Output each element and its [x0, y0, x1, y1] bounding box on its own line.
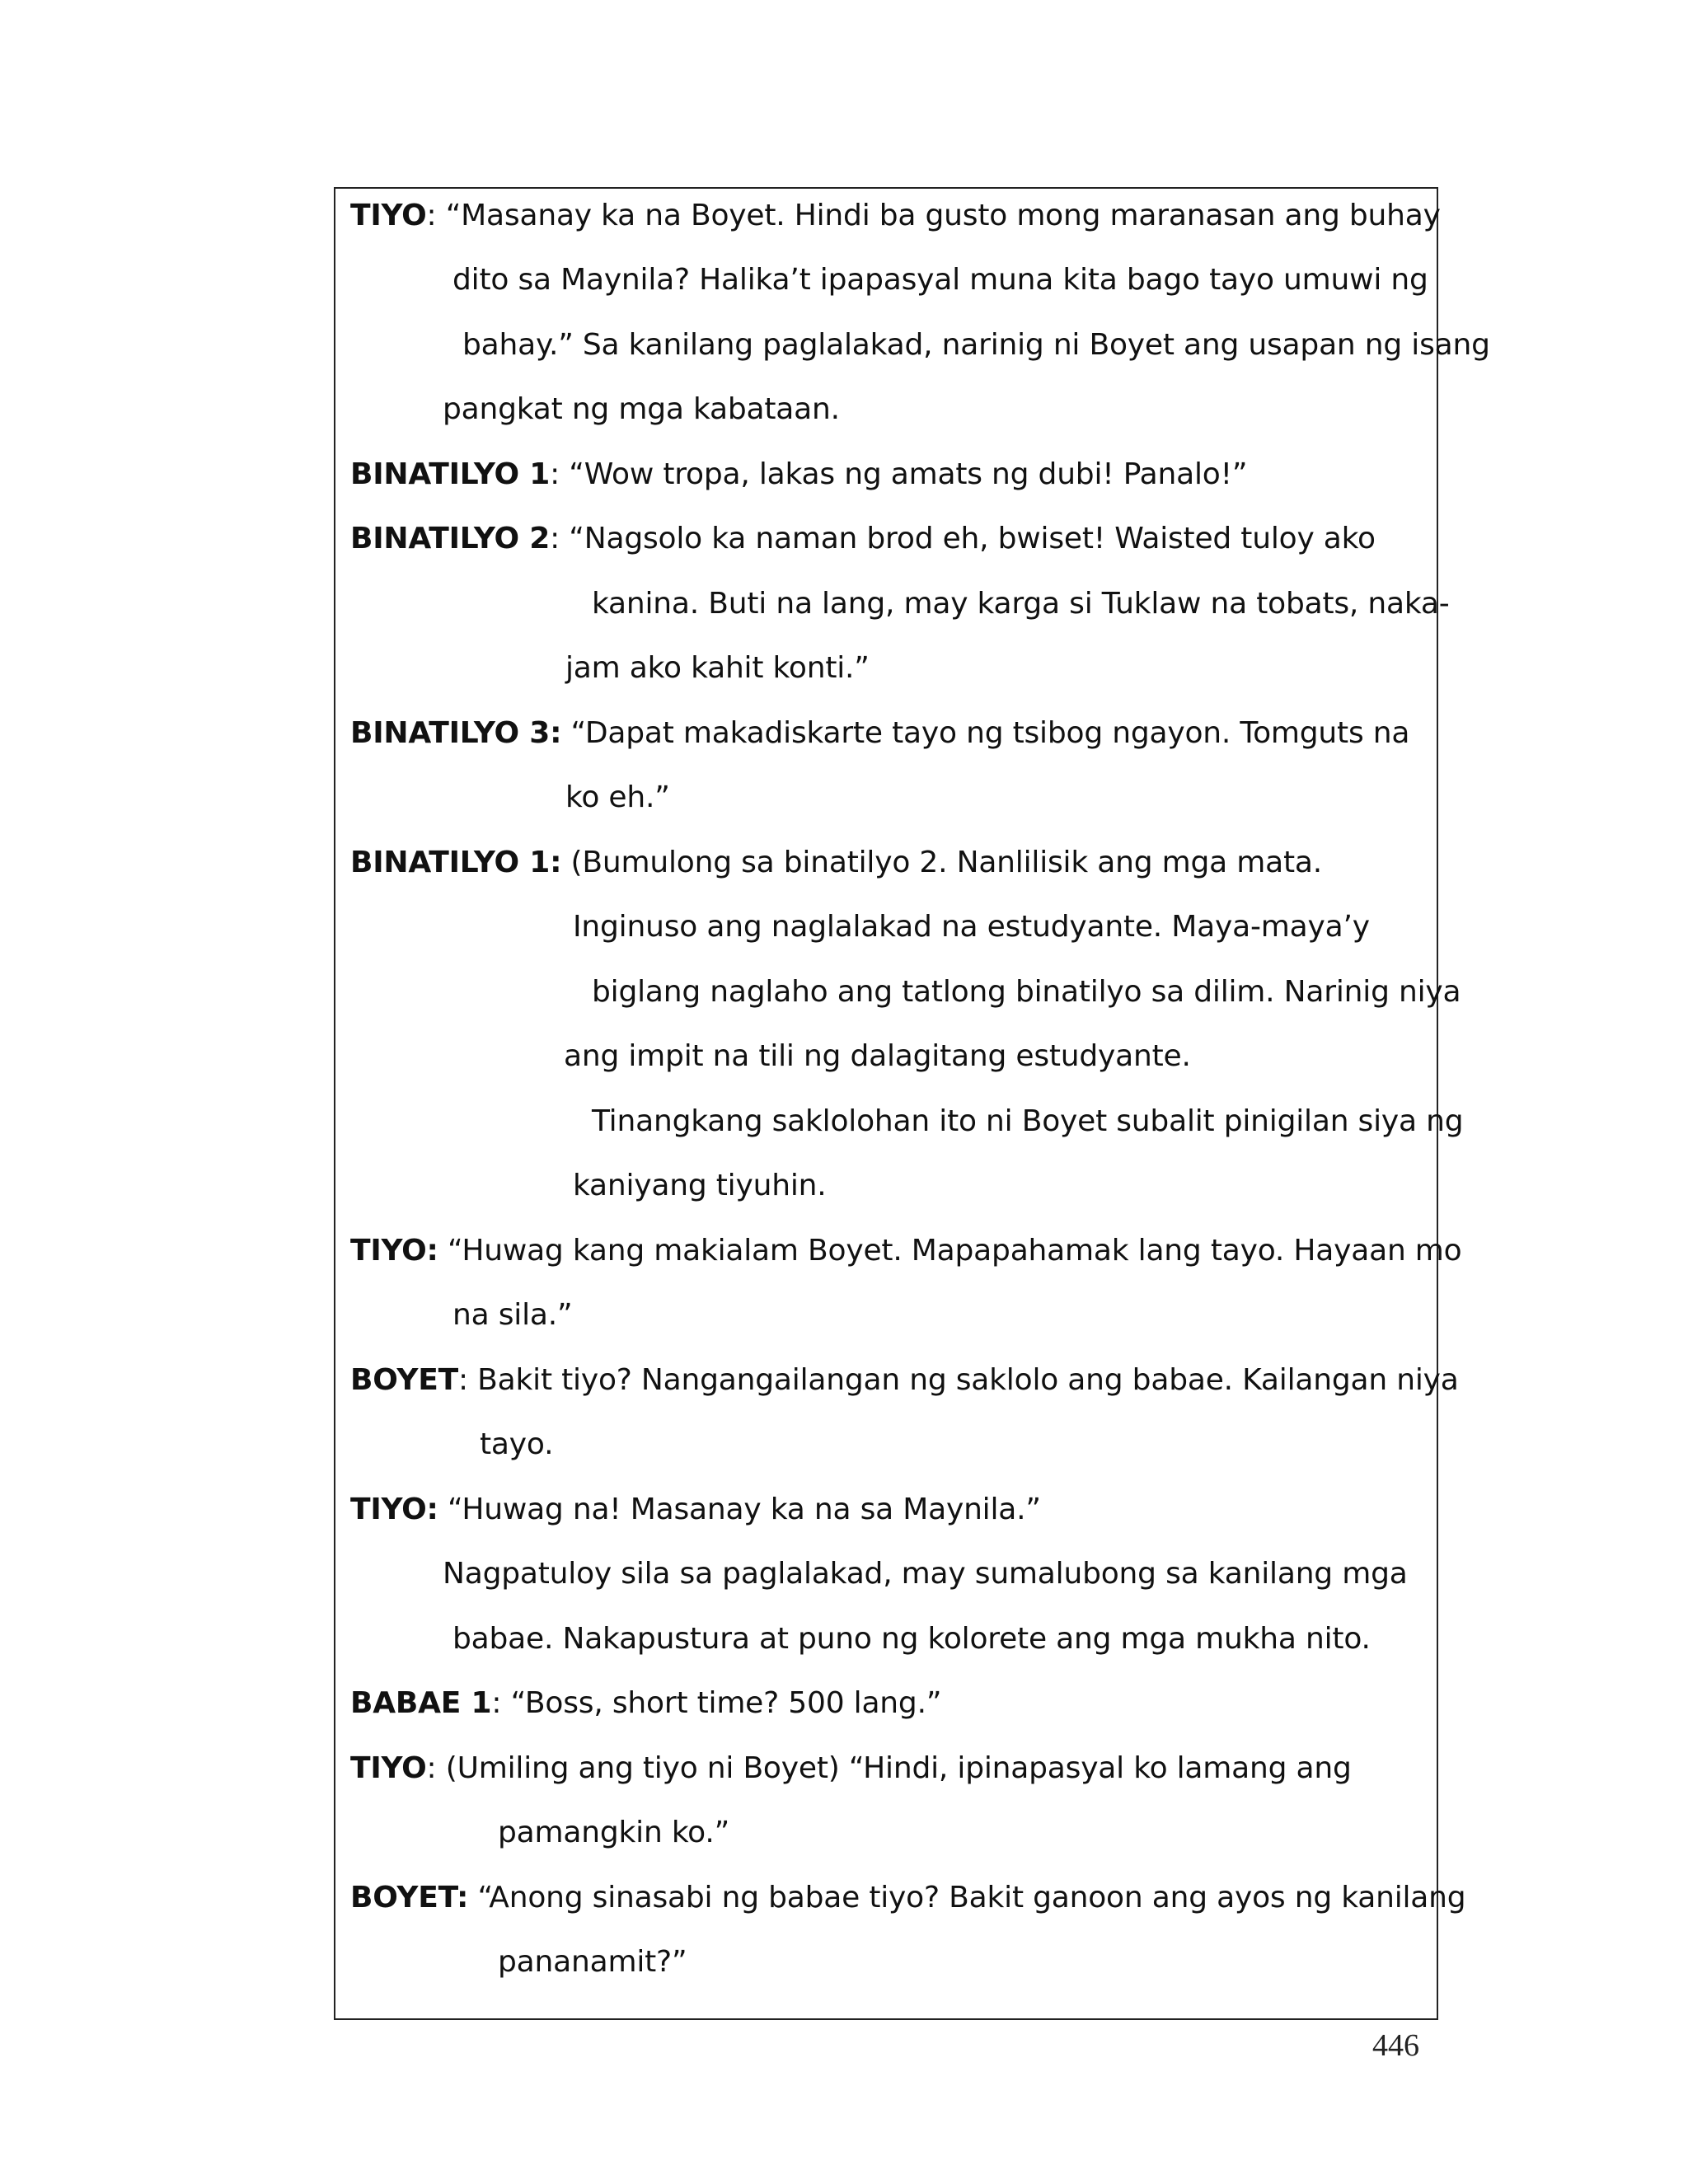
- dialogue-line: [452, 1621, 1371, 1657]
- dialogue-line: TIYO: (Umiling ang tiyo ni Boyet) “Hindi, ipinapasyal ko lamang ang: [350, 1751, 1352, 1785]
- dialogue-line: [592, 974, 1461, 1010]
- dialogue-text: dito sa Maynila? Halika’t ipapasyal muna kita bago tayo umuwi ng: [452, 263, 1428, 297]
- dialogue-text: Nagpatuloy sila sa paglalakad, may sumalubong sa kanilang mga: [443, 1557, 1408, 1591]
- dialogue-line: [350, 715, 1409, 752]
- dialogue-text: babae. Nakapustura at puno ng kolorete ang mga mukha nito.: [452, 1622, 1371, 1656]
- dialogue-line: [573, 909, 1370, 945]
- dialogue-text: bahay.” Sa kanilang paglalakad, narinig ni Boyet ang usapan ng isang: [462, 328, 1490, 362]
- dialogue-text: Inginuso ang naglalakad na estudyante. Maya-maya’y: [573, 910, 1370, 944]
- dialogue-text: “Boss, short time? 500 lang.”: [510, 1686, 942, 1720]
- dialogue-text: (Umiling ang tiyo ni Boyet) “Hindi, ipinapasyal ko lamang ang: [445, 1751, 1352, 1785]
- speaker-label: BINATILYO 1:: [350, 846, 562, 879]
- speaker-label: BINATILYO 2: [350, 522, 551, 555]
- dialogue-line: [498, 1815, 729, 1851]
- dialogue-line: [565, 650, 870, 687]
- dialogue-line: BOYET: Bakit tiyo? Nangangailangan ng saklolo ang babae. Kailangan niya: [350, 1363, 1459, 1397]
- dialogue-line: [592, 1104, 1463, 1140]
- dialogue-text: “Masanay ka na Boyet. Hindi ba gusto mong maranasan ang buhay: [445, 199, 1441, 232]
- dialogue-line: [452, 262, 1428, 298]
- dialogue-text: ko eh.”: [565, 780, 670, 814]
- dialogue-line: [443, 1556, 1408, 1592]
- dialogue-text: pamangkin ko.”: [498, 1816, 730, 1849]
- dialogue-box: [334, 187, 1490, 2020]
- dialogue-line: [592, 586, 1450, 622]
- dialogue-line: [480, 1427, 553, 1463]
- dialogue-text: ang impit na tili ng dalagitang estudyante.: [564, 1039, 1191, 1073]
- dialogue-text: tayo.: [480, 1427, 554, 1461]
- dialogue-line: [565, 780, 670, 816]
- dialogue-text: Tinangkang saklolohan ito ni Boyet subalit pinigilan siya ng: [592, 1104, 1464, 1138]
- dialogue-line: [462, 327, 1490, 363]
- dialogue-line: [564, 1038, 1191, 1075]
- dialogue-text: “Huwag kang makialam Boyet. Mapapahamak lang tayo. Hayaan mo: [448, 1234, 1462, 1268]
- dialogue-text: pangkat ng mga kabataan.: [443, 392, 840, 426]
- speaker-label: TIYO: [350, 199, 427, 232]
- dialogue-text: “Dapat makadiskarte tayo ng tsibog ngayon. Tomguts na: [570, 716, 1410, 750]
- dialogue-text: (Bumulong sa binatilyo 2. Nanlilisik ang mga mata.: [570, 846, 1322, 879]
- dialogue-text: Bakit tiyo? Nangangailangan ng saklolo ang babae. Kailangan niya: [477, 1363, 1459, 1397]
- dialogue-line: [350, 845, 1322, 881]
- speaker-label: BABAE 1: [350, 1686, 492, 1720]
- dialogue-text: kanina. Buti na lang, may karga si Tuklaw na tobats, naka-: [592, 587, 1450, 621]
- speaker-label: TIYO: [350, 1751, 427, 1785]
- dialogue-text: “Wow tropa, lakas ng amats ng dubi! Panalo!”: [569, 457, 1248, 491]
- speaker-label: BINATILYO 3:: [350, 716, 562, 750]
- speaker-label: BOYET:: [350, 1881, 469, 1915]
- speaker-label: TIYO:: [350, 1234, 438, 1268]
- dialogue-line: [350, 1880, 1465, 1916]
- dialogue-text: na sila.”: [452, 1298, 573, 1332]
- dialogue-line: BINATILYO 2: “Nagsolo ka naman brod eh, bwiset! Waisted tuloy ako: [350, 522, 1376, 555]
- dialogue-text: kaniyang tiyuhin.: [573, 1169, 827, 1202]
- page-number: 446: [1372, 2028, 1419, 2063]
- dialogue-text: “Nagsolo ka naman brod eh, bwiset! Waisted tuloy ako: [569, 522, 1376, 555]
- speaker-label: BINATILYO 1: [350, 457, 551, 491]
- dialogue-line: [350, 1233, 1462, 1269]
- speaker-label: BOYET: [350, 1363, 458, 1397]
- dialogue-text: “Huwag na! Masanay ka na sa Maynila.”: [448, 1493, 1041, 1526]
- dialogue-line: [573, 1168, 827, 1204]
- dialogue-text: biglang naglaho ang tatlong binatilyo sa dilim. Narinig niya: [592, 975, 1461, 1009]
- dialogue-line: BINATILYO 1: “Wow tropa, lakas ng amats ng dubi! Panalo!”: [350, 457, 1248, 491]
- dialogue-line: [498, 1944, 687, 1980]
- dialogue-text: “Anong sinasabi ng babae tiyo? Bakit ganoon ang ayos ng kanilang: [477, 1881, 1466, 1915]
- dialogue-line: BABAE 1: “Boss, short time? 500 lang.”: [350, 1686, 942, 1720]
- dialogue-line: TIYO: “Masanay ka na Boyet. Hindi ba gusto mong maranasan ang buhay: [350, 199, 1441, 232]
- dialogue-line: [452, 1297, 572, 1333]
- dialogue-line: [443, 391, 840, 428]
- dialogue-text: pananamit?”: [498, 1945, 687, 1979]
- dialogue-text: jam ako kahit konti.”: [565, 651, 870, 685]
- speaker-label: TIYO:: [350, 1493, 438, 1526]
- dialogue-line: [350, 1492, 1041, 1528]
